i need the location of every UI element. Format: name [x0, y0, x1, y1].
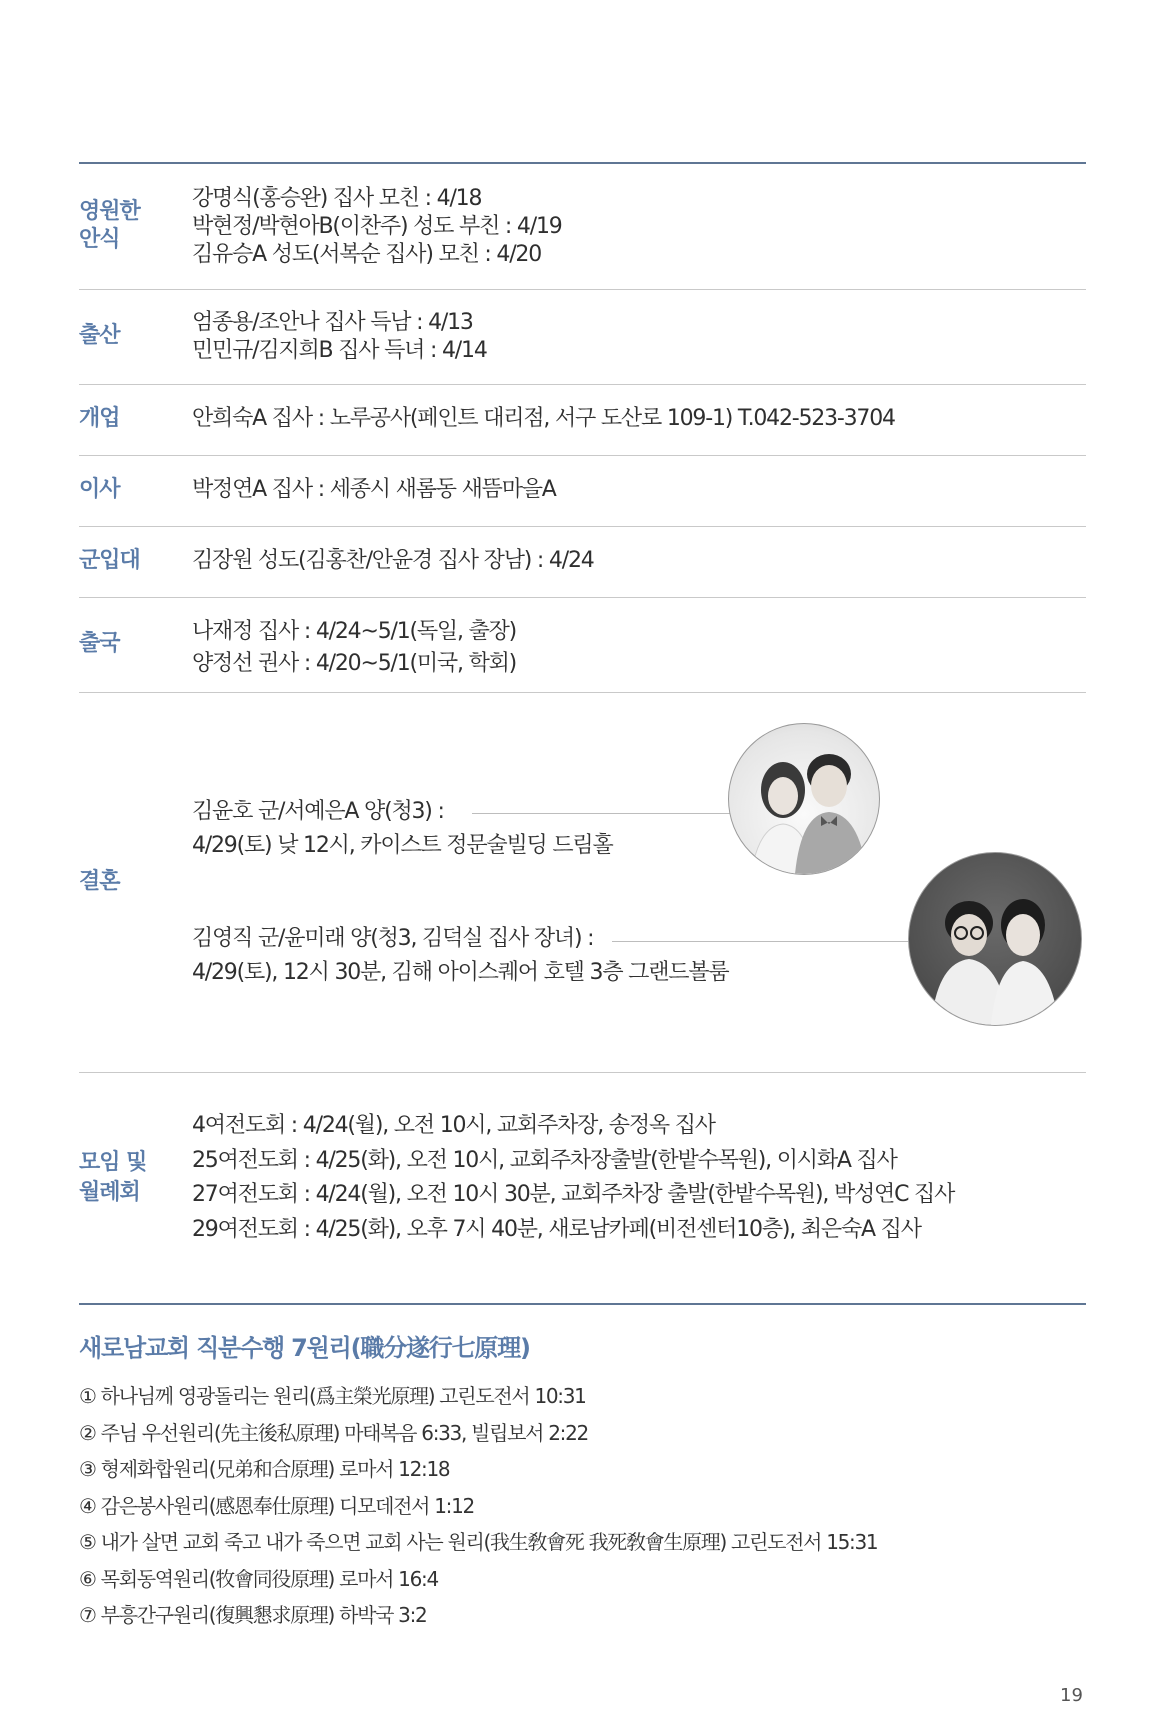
condolence-list	[192, 185, 1072, 269]
birth-list	[192, 309, 1072, 365]
divider	[79, 526, 1086, 527]
list-item: 민민규/김지희B 집사 득녀 : 4/14	[192, 338, 487, 363]
top-rule	[79, 162, 1086, 164]
couple-photo-1-icon	[729, 724, 879, 874]
list-item: ② 주님 우선원리(先主後私原理) 마태복음 6:33, 빌립보서 2:22	[79, 1420, 588, 1445]
list-item: 김유승A 성도(서복순 집사) 모친 : 4/20	[192, 242, 542, 267]
list-item: ① 하나님께 영광돌리는 원리(爲主榮光原理) 고린도전서 10:31	[79, 1384, 586, 1408]
principles-list	[79, 1378, 877, 1634]
wedding-couple-1: 김윤호 군/서예은A 양(청3) : 4/29(토) 낮 12시, 카이스트 정문술빌딩 드림홀	[192, 799, 613, 858]
wedding-couple-2: 김영직 군/윤미래 양(청3, 김덕실 집사 장녀) : 4/29(토), 12시 30분, 김해 아이스퀘어 호텔 3층 그랜드볼룸	[192, 926, 729, 985]
divider	[79, 692, 1086, 693]
label-condolence: 영원한 안식	[79, 199, 140, 252]
list-item: 27여전도회 : 4/24(월), 오전 10시 30분, 교회주차장 출발(한밭수목원), 박성연C 집사	[192, 1182, 955, 1207]
divider	[79, 289, 1086, 290]
label-moving: 이사	[79, 477, 120, 502]
divider	[79, 384, 1086, 385]
connector-line	[612, 941, 912, 942]
list-item: 안희숙A 집사 : 노루공사(페인트 대리점, 서구 도산로 109-1) T.042-523-3704	[192, 406, 895, 431]
label-opening: 개업	[79, 406, 120, 431]
list-item: ③ 형제화합원리(兄弟和合原理) 로마서 12:18	[79, 1457, 450, 1481]
list-item: 나재정 집사 : 4/24~5/1(독일, 출장)	[192, 619, 517, 644]
page-number: 19	[1060, 1685, 1083, 1706]
list-item: ④ 감은봉사원리(感恩奉仕原理) 디모데전서 1:12	[79, 1493, 474, 1518]
couple-photo-2	[908, 852, 1082, 1026]
departure-list	[192, 616, 1072, 680]
divider	[79, 597, 1086, 598]
moving-list	[192, 476, 1072, 504]
list-item: 엄종용/조안나 집사 득남 : 4/13	[192, 310, 473, 335]
meetings-list	[192, 1109, 1072, 1247]
principles-title: 새로남교회 직분수행 7원리(職分遂行七原理)	[79, 1334, 530, 1362]
list-item: 25여전도회 : 4/25(화), 오전 10시, 교회주차장출발(한밭수목원), 이시화A 집사	[192, 1147, 897, 1173]
section-rule	[79, 1303, 1086, 1305]
list-item: 4여전도회 : 4/24(월), 오전 10시, 교회주차장, 송정옥 집사	[192, 1113, 715, 1138]
label-meetings: 모임 및 월례회	[79, 1150, 147, 1205]
label-wedding: 결혼	[79, 869, 120, 894]
list-item: 강명식(홍승완) 집사 모친 : 4/18	[192, 186, 482, 211]
list-item: 김장원 성도(김홍찬/안윤경 집사 장남) : 4/24	[192, 548, 594, 573]
couple-photo-2-icon	[909, 853, 1081, 1025]
list-item: ⑤ 내가 살면 교회 죽고 내가 죽으면 교회 사는 원리(我生敎會死 我死敎會生原理) 고린도전서 15:31	[79, 1530, 878, 1554]
connector-line	[472, 813, 730, 814]
list-item: ⑦ 부흥간구원리(復興懇求原理) 하박국 3:2	[79, 1603, 427, 1627]
list-item: 29여전도회 : 4/25(화), 오후 7시 40분, 새로남카페(비전센터10층), 최은숙A 집사	[192, 1216, 921, 1242]
couple-photo-1	[728, 723, 880, 875]
divider	[79, 455, 1086, 456]
military-list	[192, 547, 1072, 575]
list-item: 박정연A 집사 : 세종시 새롬동 새뜸마을A	[192, 477, 556, 502]
list-item: ⑥ 목회동역원리(牧會同役原理) 로마서 16:4	[79, 1566, 438, 1591]
list-item: 양정선 권사 : 4/20~5/1(미국, 학회)	[192, 651, 517, 676]
label-military: 군입대	[79, 548, 140, 573]
opening-list	[192, 405, 1072, 433]
label-birth: 출산	[79, 323, 120, 348]
list-item: 박현정/박현아B(이찬주) 성도 부친 : 4/19	[192, 214, 562, 239]
divider	[79, 1072, 1086, 1073]
label-departure: 출국	[79, 631, 120, 656]
